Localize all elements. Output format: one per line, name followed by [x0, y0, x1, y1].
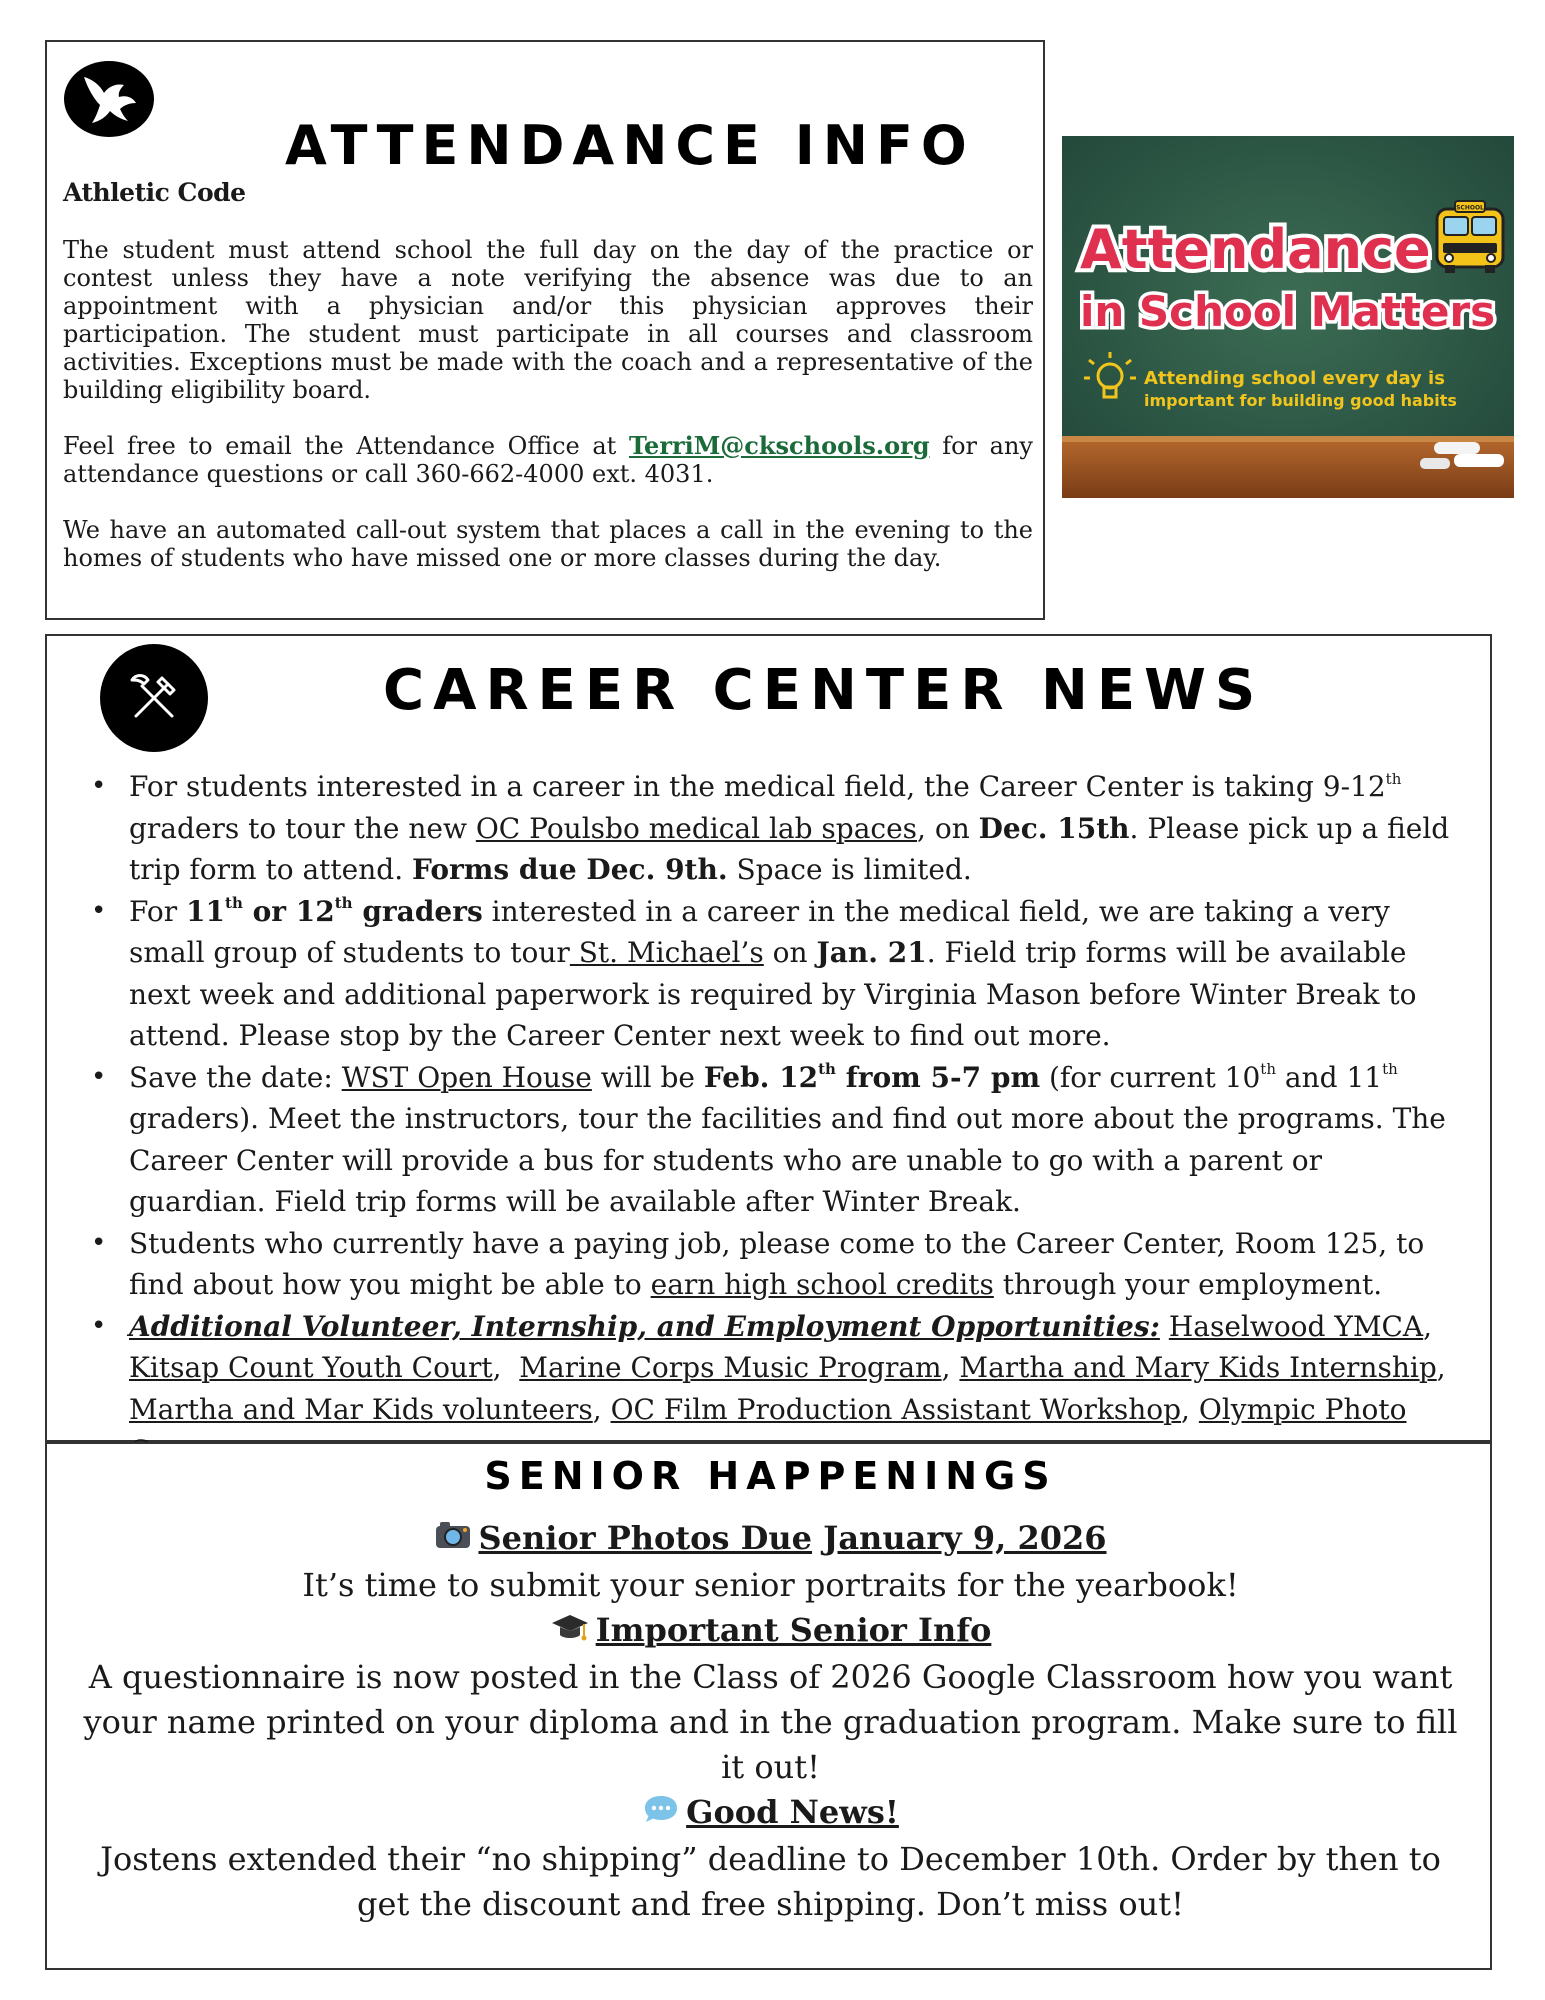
svg-text:SCHOOL: SCHOOL: [1456, 204, 1484, 212]
athletic-code-text: The student must attend school the full day on the day of the practice or contest unless they have a note verifying the absence was due to an appointment with a physician and/or this physician approves their participation. The student must participate in all courses and classroom activities. Exceptions must be made with the coach and a representative of the building eligibility board.: [63, 236, 1033, 404]
oc-film-workshop-link[interactable]: OC Film Production Assistant Workshop: [610, 1392, 1182, 1426]
eagle-icon: [64, 61, 154, 137]
graduation-cap-icon: [550, 1610, 590, 1655]
list-item: • Save the date: WST Open House will be Feb. 12th from 5-7 pm (for current 10th and 11th graders). Meet the instructors, tour the facilities and find out more about the programs. The Career Center will provide a bus for students who are unable to go with a parent or guardian. Field trip forms will be available after Winter Break.: [59, 1057, 1459, 1223]
speech-bubble-icon: [642, 1792, 680, 1837]
list-item: • For 11th or 12th graders interested in a career in the medical field, we are taking a very small group of students to tour St. Michael’s on Jan. 21. Field trip forms will be available next week and additional paperwork is required by Virginia Mason before Winter Break to attend. Please stop by the Career Center next week to find out more.: [59, 891, 1459, 1057]
senior-happenings-title: SENIOR HAPPENINGS: [484, 1454, 1057, 1498]
list-item: • Students who currently have a paying job, please come to the Career Center, Room 125, to find about how you might be able to earn high school credits through your employment.: [59, 1223, 1459, 1306]
senior-happenings-section: [45, 1442, 1492, 1970]
kitsap-youth-court-link[interactable]: Kitsap Count Youth Court: [129, 1351, 493, 1384]
marine-corps-music-link[interactable]: Marine Corps Music Program: [519, 1351, 942, 1384]
school-bus-icon: [1437, 201, 1503, 273]
st-michaels-link[interactable]: St. Michael’s: [569, 936, 764, 969]
oc-poulsbo-link[interactable]: OC Poulsbo medical lab spaces: [475, 811, 918, 845]
attendance-section: [45, 40, 1045, 620]
attendance-matters-poster: [1062, 136, 1514, 498]
career-news-list: [59, 766, 1459, 1472]
olympic-photo-group-link[interactable]: Olympic Photo: [1198, 1392, 1407, 1426]
tools-icon: [100, 644, 208, 752]
attendance-contact-text: Feel free to email the Attendance Office at TerriM@ckschools.org for any attendance questions or call 360-662-4000 ext. 4031.: [63, 431, 1033, 488]
career-center-section: [45, 634, 1492, 1442]
attendance-title: ATTENDANCE INFO: [285, 114, 975, 177]
poster-tagline-line1: Attending school every day is: [1144, 368, 1445, 389]
martha-mar-volunteers-link[interactable]: Martha and Mar Kids volunteers: [129, 1392, 593, 1426]
senior-photos-heading: Senior Photos Due January 9, 2026: [47, 1516, 1494, 1563]
poster-title-line1: Attendance: [1080, 218, 1431, 281]
athletic-code-subheading: Athletic Code: [63, 178, 246, 207]
career-center-title: CAREER CENTER NEWS: [383, 658, 1265, 723]
list-item: • Additional Volunteer, Internship, and Employment Opportunities: Haselwood YMCA, Kitsap Count Youth Court, Marine Corps Music Program, Martha and Mary Kids Internship, Martha and Mar Kids volunteers, OC Film Production Assistant Workshop, Olympic Photo: [59, 1306, 1459, 1472]
good-news-heading: Good News!: [47, 1790, 1494, 1837]
attendance-email-link[interactable]: TerriM@ckschools.org: [628, 431, 930, 460]
opportunities-heading: Additional Volunteer, Internship, and Employment Opportunities:: [129, 1309, 1160, 1343]
camera-icon: [434, 1518, 472, 1563]
poster-tagline-line2: important for building good habits: [1144, 391, 1457, 410]
haselwood-ymca-link[interactable]: Haselwood YMCA: [1168, 1309, 1424, 1343]
important-info-heading: Important Senior Info: [47, 1608, 1494, 1655]
good-news-text: Jostens extended their “no shipping” deadline to December 10th. Order by then to get the discount and free shipping. Don’t miss out!: [100, 1840, 1441, 1923]
senior-photos-text: It’s time to submit your senior portraits for the yearbook!: [302, 1566, 1239, 1604]
earn-credits-link[interactable]: earn high school credits: [650, 1268, 994, 1301]
senior-content: [47, 1516, 1494, 1927]
poster-title-line2: in School Matters: [1080, 287, 1496, 336]
callout-system-text: We have an automated call-out system that places a call in the evening to the homes of students who have missed one or more classes during the day.: [63, 516, 1033, 572]
wst-open-house-link[interactable]: WST Open House: [341, 1060, 592, 1094]
poster-graphic: [1062, 136, 1514, 498]
list-item: • For students interested in a career in the medical field, the Career Center is taking 9-12th graders to tour the new OC Poulsbo medical lab spaces, on Dec. 15th. Please pick up a field trip form to attend. Forms due Dec. 9th. Space is limited.: [59, 766, 1459, 891]
martha-mary-internship-link[interactable]: Martha and Mary Kids Internship: [959, 1351, 1437, 1384]
important-info-text: A questionnaire is now posted in the Class of 2026 Google Classroom how you want your name printed on your diploma and in the graduation program. Make sure to fill it out!: [83, 1658, 1458, 1786]
